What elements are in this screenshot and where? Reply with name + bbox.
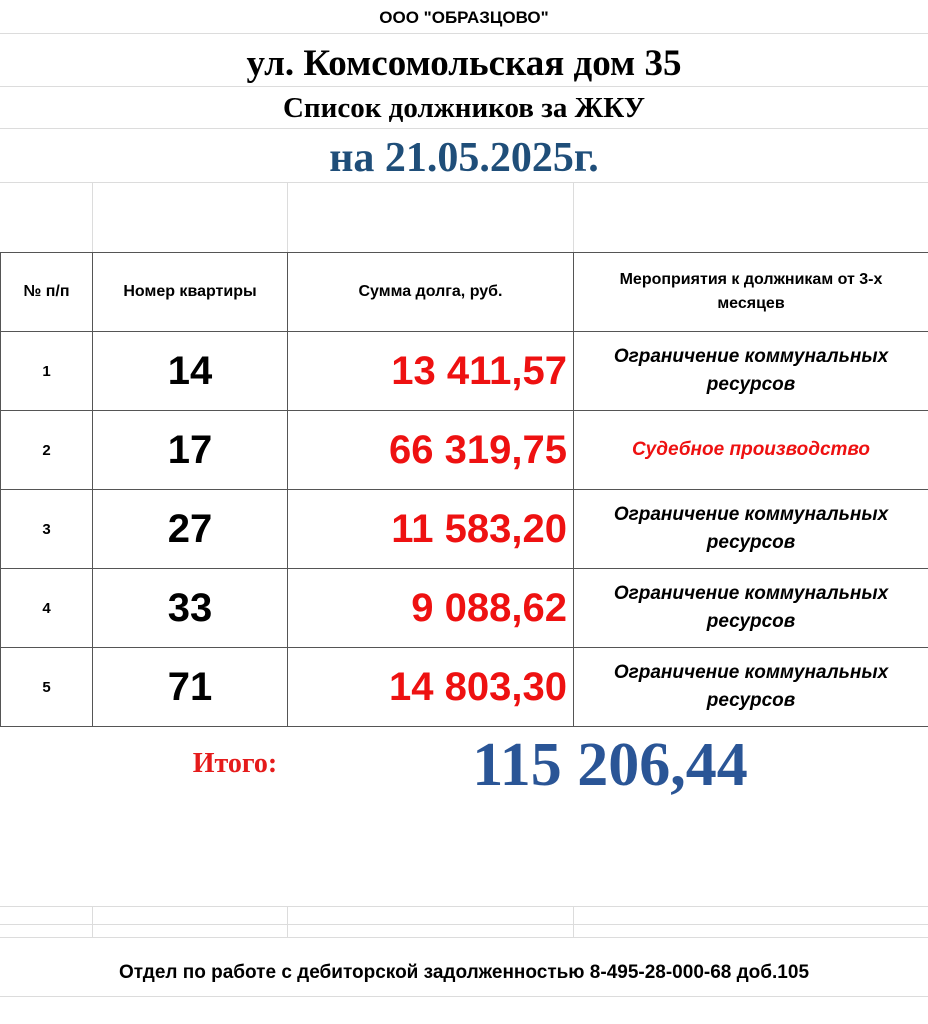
gridline	[0, 33, 928, 34]
gridline	[0, 937, 928, 938]
table-header-row	[1, 253, 928, 332]
debt-amount: 9 088,62	[288, 569, 574, 648]
gridline	[0, 128, 928, 129]
header-num: № п/п	[1, 253, 93, 332]
header-apartment: Номер квартиры	[93, 253, 288, 332]
gridline	[0, 996, 928, 997]
debt-amount: 11 583,20	[288, 490, 574, 569]
list-subtitle: Список должников за ЖКУ	[282, 92, 646, 124]
debt-amount: 13 411,57	[288, 332, 574, 411]
debt-amount: 14 803,30	[288, 648, 574, 727]
address-title: ул. Комсомольская дом 35	[246, 43, 682, 84]
apartment-number: 14	[93, 332, 288, 411]
total-value: 115 206,44	[472, 731, 748, 799]
row-number: 3	[1, 490, 93, 569]
header-debt-sum: Сумма долга, руб.	[288, 253, 574, 332]
measure-text: Ограничение коммунальных ресурсов	[574, 332, 928, 411]
measure-text: Судебное производство	[574, 411, 928, 490]
gridline	[573, 906, 574, 937]
gridline	[287, 182, 288, 252]
measure-text: Ограничение коммунальных ресурсов	[574, 569, 928, 648]
table-row	[1, 332, 928, 411]
debt-amount: 66 319,75	[288, 411, 574, 490]
apartment-number: 33	[93, 569, 288, 648]
organization-name: ООО "ОБРАЗЦОВО"	[379, 8, 549, 27]
table-row	[1, 648, 928, 727]
gridline	[92, 182, 93, 252]
row-number: 1	[1, 332, 93, 411]
gridline	[0, 182, 928, 183]
gridline	[573, 182, 574, 252]
header-measures: Мероприятия к должникам от 3-х месяцев	[574, 253, 928, 332]
row-number: 4	[1, 569, 93, 648]
measure-text: Ограничение коммунальных ресурсов	[574, 490, 928, 569]
table-row	[1, 569, 928, 648]
table-row	[1, 490, 928, 569]
total-label: Итого:	[192, 748, 278, 779]
row-number: 2	[1, 411, 93, 490]
debtors-table	[0, 252, 928, 727]
footer-contact: Отдел по работе с дебиторской задолженностью 8-495-28-000-68 доб.105	[118, 962, 810, 983]
table-row	[1, 411, 928, 490]
measure-text: Ограничение коммунальных ресурсов	[574, 648, 928, 727]
gridline	[0, 906, 928, 907]
gridline	[0, 86, 928, 87]
row-number: 5	[1, 648, 93, 727]
report-date: на 21.05.2025г.	[329, 135, 599, 181]
apartment-number: 27	[93, 490, 288, 569]
apartment-number: 17	[93, 411, 288, 490]
gridline	[92, 906, 93, 937]
gridline	[287, 906, 288, 937]
apartment-number: 71	[93, 648, 288, 727]
gridline	[0, 924, 928, 925]
